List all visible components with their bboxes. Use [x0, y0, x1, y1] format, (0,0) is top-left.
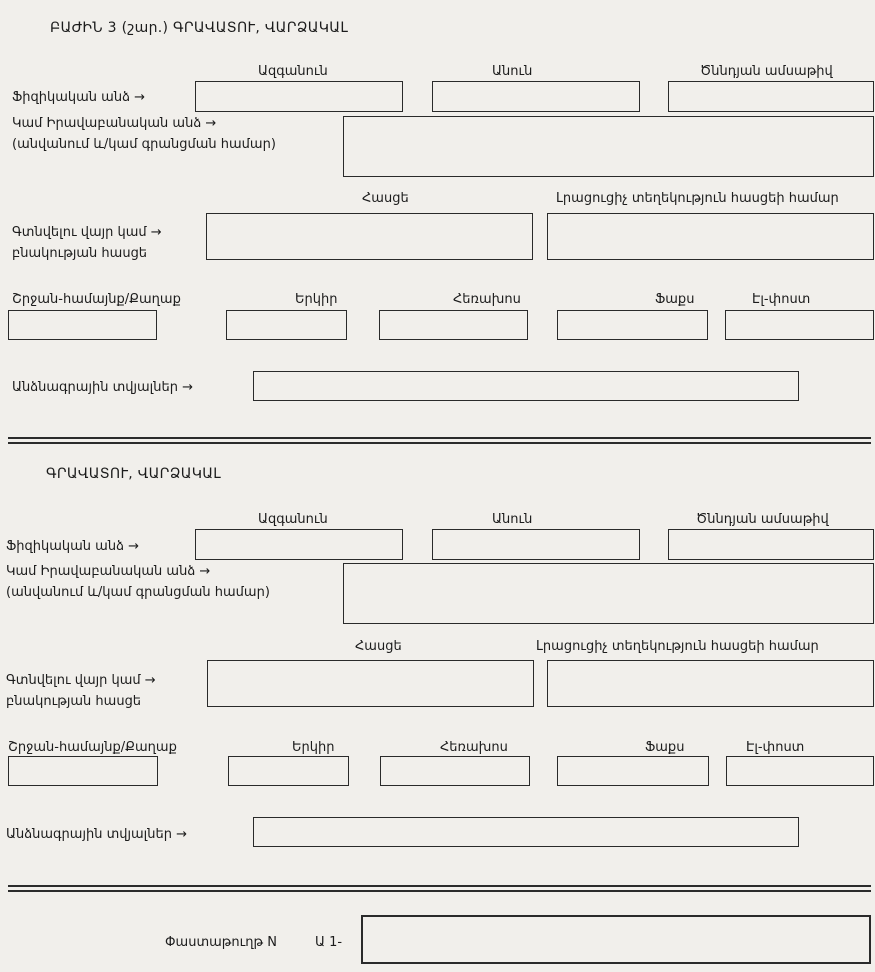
label-location-2b: բնակության հասցե	[6, 694, 142, 709]
label-address-2: Հասցե	[355, 639, 402, 654]
additional-info-field[interactable]	[547, 213, 874, 260]
fax-field-2[interactable]	[557, 756, 709, 786]
name-field[interactable]	[432, 81, 640, 112]
label-additional-info-2: Լրացուցիչ տեղեկություն հասցեի համար	[536, 639, 819, 654]
email-field[interactable]	[725, 310, 874, 340]
legal-person-field[interactable]	[343, 116, 874, 177]
label-country-2: Երկիր	[292, 740, 335, 755]
label-physical-person: Ֆիզիկական անձ →	[12, 90, 146, 105]
label-legal-note: (անվանում և/կամ գրանցման համար)	[12, 137, 276, 152]
fax-field[interactable]	[557, 310, 708, 340]
label-phone-2: Հեռախոս	[440, 740, 508, 755]
divider-top-2	[8, 442, 871, 444]
label-location-2: բնակության հասցե	[12, 246, 148, 261]
identity-data-field-2[interactable]	[253, 817, 799, 847]
label-birthdate: Ծննդյան ամսաթիվ	[700, 64, 833, 79]
label-surname: Ազգանուն	[258, 64, 328, 79]
label-legal-person-2: Կամ Իրավաբանական անձ →	[6, 564, 211, 579]
document-number-field[interactable]	[361, 915, 871, 964]
label-legal-person: Կամ Իրավաբանական անձ →	[12, 116, 217, 131]
label-birthdate-2: Ծննդյան ամսաթիվ	[696, 512, 829, 527]
label-region-2: Շրջան-համայնք/Քաղաք	[8, 740, 177, 755]
divider-bottom-1	[8, 885, 871, 887]
label-email-2: Էլ-փոստ	[746, 740, 805, 755]
additional-info-field-2[interactable]	[547, 660, 874, 707]
label-legal-note-2: (անվանում և/կամ գրանցման համար)	[6, 585, 270, 600]
surname-field[interactable]	[195, 81, 403, 112]
legal-person-field-2[interactable]	[343, 563, 874, 624]
email-field-2[interactable]	[726, 756, 874, 786]
label-additional-info: Լրացուցիչ տեղեկություն հասցեի համար	[556, 191, 839, 206]
label-fax: Ֆաքս	[655, 292, 695, 307]
address-field-2[interactable]	[207, 660, 534, 707]
label-address: Հասցե	[362, 191, 409, 206]
country-field[interactable]	[226, 310, 347, 340]
name-field-2[interactable]	[432, 529, 640, 560]
phone-field-2[interactable]	[380, 756, 530, 786]
region-field[interactable]	[8, 310, 157, 340]
divider-top-1	[8, 437, 871, 439]
country-field-2[interactable]	[228, 756, 349, 786]
label-identity-data: Անձնագրային տվյալներ →	[12, 380, 193, 395]
label-physical-person-2: Ֆիզիկական անձ →	[6, 539, 140, 554]
label-email: Էլ-փոստ	[752, 292, 811, 307]
document-label: Փաստաթուղթ N	[165, 935, 277, 950]
identity-data-field[interactable]	[253, 371, 799, 401]
label-surname-2: Ազգանուն	[258, 512, 328, 527]
label-fax-2: Ֆաքս	[645, 740, 685, 755]
label-identity-data-2: Անձնագրային տվյալներ →	[6, 827, 187, 842]
section1-heading: ԲԱԺԻՆ 3 (շար.) ԳՐԱՎԱՏՈՒ, ՎԱՐՁԱԿԱԼ	[50, 20, 349, 36]
label-location-1: Գտնվելու վայր կամ →	[12, 225, 162, 240]
label-country: Երկիր	[295, 292, 338, 307]
label-location-2a: Գտնվելու վայր կամ →	[6, 673, 156, 688]
address-field[interactable]	[206, 213, 533, 260]
label-name: Անուն	[492, 64, 533, 79]
document-code: Ա 1-	[315, 935, 343, 950]
region-field-2[interactable]	[8, 756, 158, 786]
phone-field[interactable]	[379, 310, 528, 340]
birthdate-field[interactable]	[668, 81, 874, 112]
label-name-2: Անուն	[492, 512, 533, 527]
surname-field-2[interactable]	[195, 529, 403, 560]
divider-bottom-2	[8, 890, 871, 892]
label-phone: Հեռախոս	[453, 292, 521, 307]
birthdate-field-2[interactable]	[668, 529, 874, 560]
label-region: Շրջան-համայնք/Քաղաք	[12, 292, 181, 307]
section2-heading: ԳՐԱՎԱՏՈՒ, ՎԱՐՁԱԿԱԼ	[46, 466, 222, 482]
